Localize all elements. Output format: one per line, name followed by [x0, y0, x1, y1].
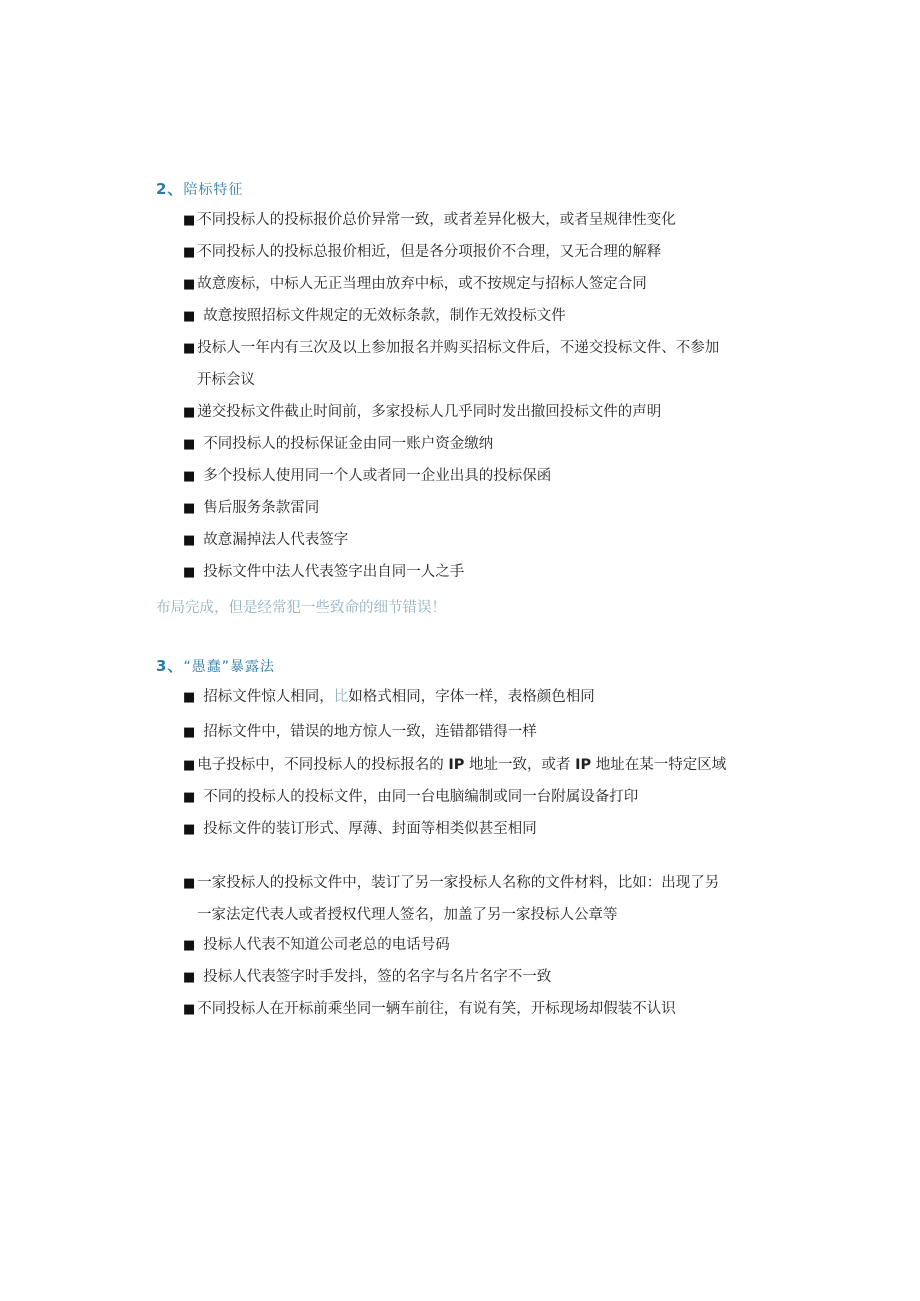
bullet-square-icon: ■ [183, 245, 196, 260]
bullet-square-icon: ■ [183, 1002, 196, 1017]
note-text: 布局完成，但是经常犯一些致命的细节错误！ [156, 600, 446, 616]
list-item [183, 749, 726, 782]
list-item-text: 如格式相同，字体一样，表格颜色相同 [348, 689, 595, 705]
bullet-square-icon: ■ [183, 213, 196, 228]
list-item [183, 681, 595, 714]
bullet-square-icon: ■ [183, 565, 196, 580]
list-item-text: 一家投标人的投标文件中，装订了另一家投标人名称的文件材料，比如：出现了另 [197, 875, 720, 891]
bullet-square-icon: ■ [183, 437, 196, 452]
bullet-square-icon: ■ [183, 938, 196, 953]
bullet-square-icon: ■ [183, 501, 196, 516]
list-item [183, 300, 566, 333]
bullet-square-icon: ■ [183, 725, 196, 740]
bullet-square-icon: ■ [183, 970, 196, 985]
list-item [183, 993, 676, 1026]
section-3-number: 3、 [156, 657, 184, 675]
list-item [183, 813, 537, 846]
list-item-text: 地址一致，或者 [469, 757, 571, 773]
list-item-text: 不同投标人在开标前乘坐同一辆车前往，有说有笑，开标现场却假装不认识 [197, 1001, 676, 1017]
list-item [183, 716, 537, 749]
list-item-text: 售后服务条款雷同 [203, 500, 320, 516]
list-item-text: 故意漏掉法人代表签字 [203, 532, 349, 548]
bullet-square-icon: ■ [183, 790, 196, 805]
list-item-continuation: 一家法定代表人或者授权代理人签名，加盖了另一家投标人公章等 [197, 907, 618, 923]
list-item-text: 故意按照招标文件规定的无效标条款，制作无效投标文件 [203, 308, 566, 324]
list-item-ip-text: IP [448, 757, 465, 773]
list-item [183, 929, 450, 962]
list-item [183, 524, 348, 557]
list-item-text: 故意废标，中标人无正当理由放弃中标，或不按规定与招标人签定合同 [197, 276, 647, 292]
list-item [183, 268, 647, 301]
list-item-text: 不同投标人的投标保证金由同一账户资金缴纳 [203, 436, 494, 452]
list-item-text: 地址在某一特定区域 [595, 757, 727, 773]
list-item-text: 投标文件中法人代表签字出自同一人之手 [203, 564, 465, 580]
list-item-text: 投标人代表不知道公司老总的电话号码 [203, 937, 450, 953]
bullet-square-icon: ■ [183, 822, 196, 837]
section-2-title: 陪标特征 [183, 182, 244, 198]
section-3-heading [156, 655, 275, 676]
list-item-text: 投标文件的装订形式、厚薄、封面等相类似甚至相同 [203, 821, 537, 837]
list-item [183, 236, 661, 269]
bullet-square-icon: ■ [183, 533, 196, 548]
list-item-accent-text: 比 [333, 689, 349, 705]
list-item-text: 投标人代表签字时手发抖，签的名字与名片名字不一致 [203, 969, 552, 985]
list-item [183, 396, 661, 429]
bullet-square-icon: ■ [183, 469, 196, 484]
bullet-square-icon: ■ [183, 277, 196, 292]
list-item-text: 多个投标人使用同一个人或者同一企业出具的投标保函 [203, 468, 552, 484]
list-item-text: 投标人一年内有三次及以上参加报名并购买招标文件后，不递交投标文件、不参加 [197, 340, 720, 356]
list-item-text: 招标文件中，错误的地方惊人一致，连错都错得一样 [203, 724, 537, 740]
list-item [183, 460, 551, 493]
list-item-ip-text: IP [575, 757, 592, 773]
section-2-number: 2、 [156, 180, 184, 198]
bullet-square-icon: ■ [183, 876, 196, 891]
list-item [183, 867, 720, 923]
list-item-text: 不同的投标人的投标文件，由同一台电脑编制或同一台附属设备打印 [203, 789, 639, 805]
section-3-title: “愚蠢”暴露法 [183, 659, 275, 675]
list-item [183, 332, 720, 388]
list-item-continuation: 开标会议 [197, 372, 255, 388]
list-item-text: 不同投标人的投标报价总价异常一致，或者差异化极大，或者呈规律性变化 [197, 212, 676, 228]
list-item [183, 204, 676, 237]
list-item-text: 招标文件惊人相同， [203, 689, 334, 705]
bullet-square-icon: ■ [183, 405, 196, 420]
list-item-text: 不同投标人的投标总报价相近，但是各分项报价不合理，又无合理的解释 [197, 244, 662, 260]
list-item [183, 492, 319, 525]
list-item [183, 428, 493, 461]
bullet-square-icon: ■ [183, 341, 196, 356]
bullet-square-icon: ■ [183, 758, 196, 773]
section-2-heading [156, 178, 243, 199]
bullet-square-icon: ■ [183, 309, 196, 324]
list-item [183, 556, 464, 589]
list-item [183, 781, 638, 814]
list-item-text: 递交投标文件截止时间前，多家投标人几乎同时发出撤回投标文件的声明 [197, 404, 662, 420]
bullet-square-icon: ■ [183, 690, 196, 705]
list-item-text: 电子投标中，不同投标人的投标报名的 [197, 757, 444, 773]
list-item [183, 961, 551, 994]
